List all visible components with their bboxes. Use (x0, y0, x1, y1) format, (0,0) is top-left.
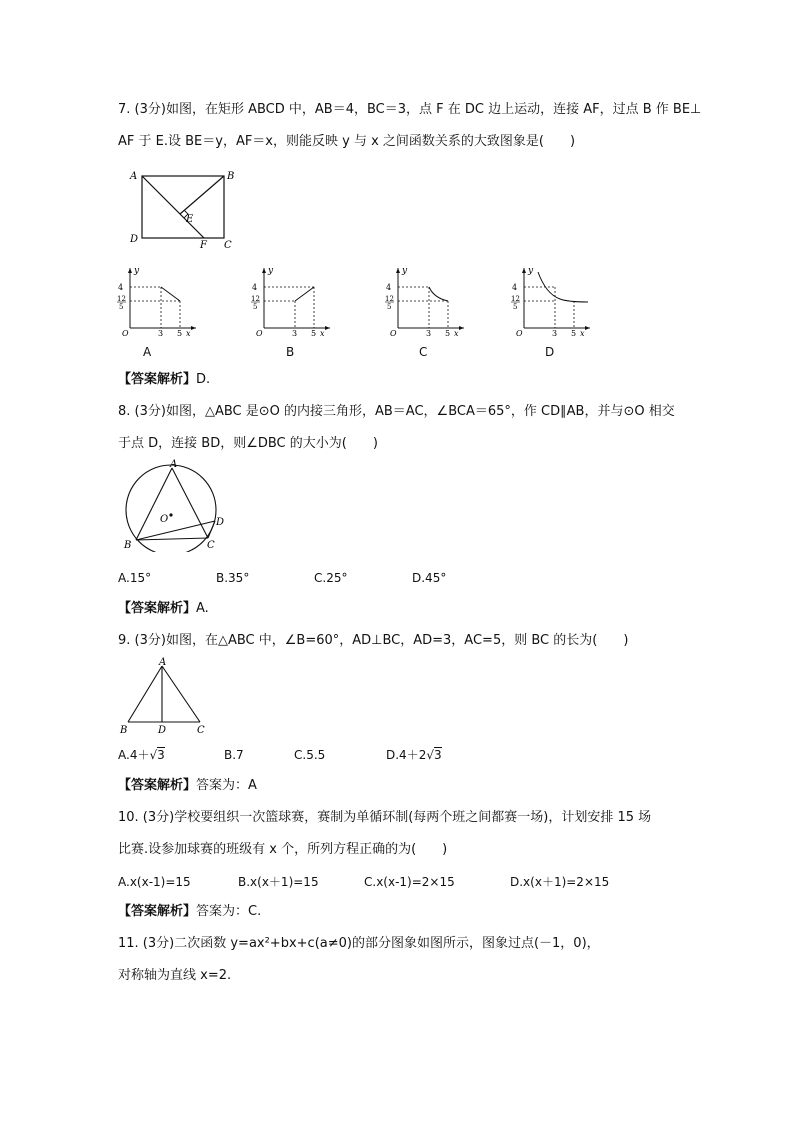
q8-text-line1: 8. (3分)如图，△ABC 是⊙O 的内接三角形，AB＝AC，∠BCA＝65°，作 CD∥AB，并与⊙O 相交 (118, 404, 675, 419)
q7-option-c-label: C (419, 345, 428, 359)
svg-text:12: 12 (511, 295, 520, 303)
svg-text:O: O (256, 329, 263, 338)
svg-text:O: O (390, 329, 397, 338)
q10-option-c: C.x(x-1)=2×15 (364, 875, 455, 889)
svg-text:x: x (580, 329, 585, 338)
svg-text:3: 3 (426, 329, 432, 338)
svg-text:4: 4 (386, 283, 392, 292)
q11-text-line1: 11. (3分)二次函数 y=ax²+bx+c(a≠0)的部分图象如图所示，图象过点(－1，0)， (118, 936, 600, 951)
q9-option-a: A.4＋√3 (118, 748, 165, 762)
q7-rectangle-figure (126, 168, 246, 252)
q7-label-b: B (227, 171, 235, 182)
q7-label-a: A (130, 171, 138, 182)
q7-option-graph-a (116, 264, 206, 340)
svg-text:O: O (516, 329, 523, 338)
svg-text:4: 4 (512, 283, 518, 292)
q10-answer-label: 【答案解析】 (118, 904, 197, 919)
q7-answer-label: 【答案解析】 (118, 372, 197, 387)
q7-text-line1: 7. (3分)如图，在矩形 ABCD 中，AB＝4，BC＝3，点 F 在 DC 边上运动，连接 AF，过点 B 作 BE⊥ (118, 102, 702, 117)
q9-option-b: B.7 (224, 748, 244, 762)
svg-text:3: 3 (292, 329, 298, 338)
q9-label-c: C (197, 725, 205, 736)
svg-text:5: 5 (177, 329, 183, 338)
q9-option-c: C.5.5 (294, 748, 326, 762)
q9-option-d: D.4＋2√3 (386, 748, 442, 762)
q8-option-d: D.45° (412, 571, 447, 585)
sqrt-icon: √ (149, 748, 158, 762)
svg-text:y: y (402, 266, 408, 276)
q7-label-e: E (186, 214, 194, 225)
q7-answer-value: D. (196, 372, 211, 387)
q7-label-c: C (224, 240, 232, 251)
q7-option-b-label: B (286, 345, 295, 359)
q7-label-f: F (200, 240, 207, 251)
svg-text:4: 4 (252, 283, 258, 292)
q9-answer-value: 答案为：A (196, 778, 257, 793)
q7-text-line2: AF 于 E.设 BE＝y，AF＝x，则能反映 y 与 x 之间函数关系的大致图象是( ) (118, 134, 576, 149)
q8-label-a: A (170, 459, 178, 470)
q10-text-line2: 比赛.设参加球赛的班级有 x 个，所列方程正确的为( ) (118, 842, 448, 857)
svg-text:y: y (134, 266, 140, 276)
q7-option-a-label: A (143, 345, 152, 359)
svg-text:5: 5 (445, 329, 451, 338)
q10-text-line1: 10. (3分)学校要组织一次篮球赛，赛制为单循环制(每两个班之间都赛一场)，计划安排 15 场 (118, 810, 652, 825)
q8-option-a: A.15° (118, 571, 152, 585)
q8-text-line2: 于点 D，连接 BD，则∠DBC 的大小为( ) (118, 436, 378, 451)
q10-option-b: B.x(x＋1)=15 (238, 875, 319, 889)
svg-text:3: 3 (158, 329, 164, 338)
q9-triangle-figure (118, 656, 214, 736)
svg-text:3: 3 (552, 329, 558, 338)
q10-option-a: A.x(x-1)=15 (118, 875, 191, 889)
q8-circle-figure (120, 458, 234, 552)
q7-option-graph-d (510, 264, 600, 340)
svg-text:5: 5 (387, 303, 392, 311)
q8-option-b: B.35° (216, 571, 250, 585)
q9-text-line1: 9. (3分)如图，在△ABC 中，∠B=60°，AD⊥BC，AD=3，AC=5，则 BC 的长为( ) (118, 633, 629, 648)
q10-answer (118, 902, 261, 922)
svg-text:y: y (528, 266, 534, 276)
q8-answer (118, 599, 209, 619)
q7-answer (118, 370, 210, 390)
q7-option-d-label: D (545, 345, 555, 359)
q7-option-graph-b (250, 264, 340, 340)
q8-label-b: B (124, 540, 132, 551)
svg-text:x: x (186, 329, 191, 338)
q7-label-d: D (130, 234, 139, 245)
svg-text:x: x (320, 329, 325, 338)
svg-text:5: 5 (571, 329, 577, 338)
svg-text:12: 12 (251, 295, 260, 303)
sqrt-icon: √ (426, 748, 434, 762)
svg-text:5: 5 (253, 303, 258, 311)
svg-text:5: 5 (513, 303, 518, 311)
q10-option-d: D.x(x＋1)=2×15 (510, 875, 610, 889)
svg-text:5: 5 (119, 303, 124, 311)
q8-answer-value: A. (196, 601, 209, 616)
svg-text:y: y (268, 266, 274, 276)
svg-text:12: 12 (117, 295, 126, 303)
q9-label-b: B (120, 725, 128, 736)
q9-label-a: A (159, 657, 167, 668)
q9-answer-label: 【答案解析】 (118, 778, 197, 793)
svg-text:5: 5 (311, 329, 317, 338)
q8-answer-label: 【答案解析】 (118, 601, 197, 616)
svg-text:12: 12 (385, 295, 394, 303)
q8-label-c: C (207, 540, 215, 551)
svg-text:O: O (122, 329, 129, 338)
q8-label-o: O (160, 514, 169, 525)
q9-answer (118, 776, 257, 796)
svg-text:4: 4 (118, 283, 124, 292)
q8-label-d: D (216, 517, 225, 528)
q8-option-c: C.25° (314, 571, 348, 585)
q10-answer-value: 答案为：C. (196, 904, 262, 919)
q7-option-graph-c (384, 264, 474, 340)
q9-label-d: D (158, 725, 167, 736)
svg-text:x: x (454, 329, 459, 338)
q11-text-line2: 对称轴为直线 x=2. (118, 968, 232, 983)
